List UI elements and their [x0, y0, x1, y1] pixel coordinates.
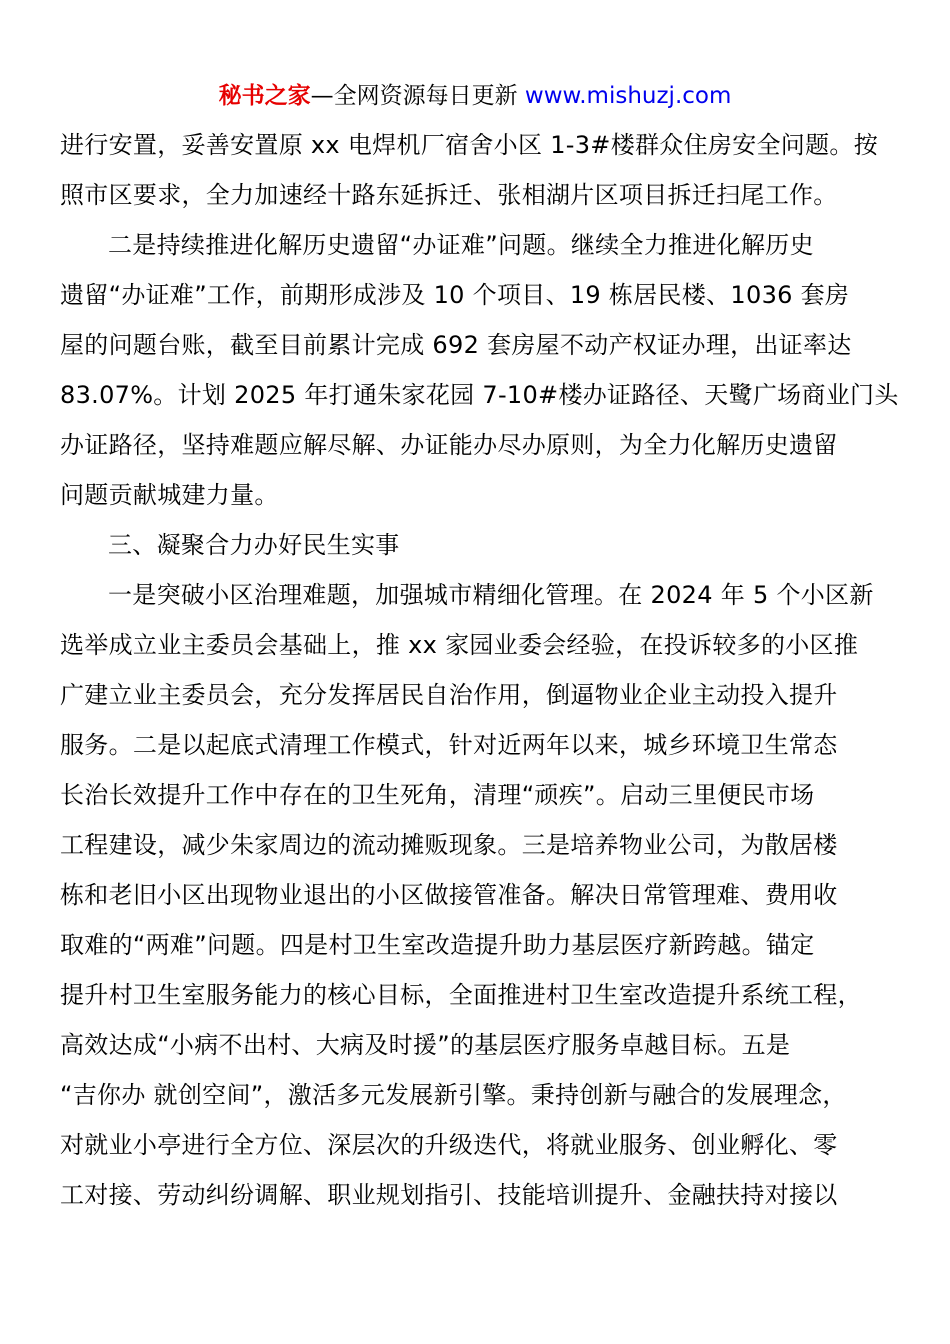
text-line: 83.07%。计划 2025 年打通朱家花园 7-10#楼办证路径、天鹭广场商业门头 — [60, 381, 899, 409]
header-tagline: —全网资源每日更新 — [310, 83, 525, 109]
text-line: 长治长效提升工作中存在的卫生死角，清理“顽疾”。启动三里便民市场 — [60, 781, 815, 809]
text-line: 进行安置，妥善安置原 xx 电焊机厂宿舍小区 1-3#楼群众住房安全问题。按 — [60, 131, 878, 159]
document-body — [60, 120, 900, 1220]
text-line: 三、凝聚合力办好民生实事 — [108, 531, 400, 559]
text-line: 对就业小亭进行全方位、深层次的升级迭代，将就业服务、创业孵化、零 — [60, 1131, 838, 1159]
text-line: 二是持续推进化解历史遗留“办证难”问题。继续全力推进化解历史 — [108, 231, 814, 259]
text-line: 办证路径，坚持难题应解尽解、办证能办尽办原则，为全力化解历史遗留 — [60, 431, 838, 459]
page-header — [0, 80, 950, 112]
text-line: 一是突破小区治理难题，加强城市精细化管理。在 2024 年 5 个小区新 — [108, 581, 874, 609]
text-line: 取难的“两难”问题。四是村卫生室改造提升助力基层医疗新跨越。锚定 — [60, 931, 815, 959]
text-line: 服务。二是以起底式清理工作模式，针对近两年以来，城乡环境卫生常态 — [60, 731, 838, 759]
text-line: 问题贡献城建力量。 — [60, 481, 279, 509]
text-line: 工对接、劳动纠纷调解、职业规划指引、技能培训提升、金融扶持对接以 — [60, 1181, 838, 1209]
text-line: 选举成立业主委员会基础上，推 xx 家园业委会经验，在投诉较多的小区推 — [60, 631, 859, 659]
text-line: 栋和老旧小区出现物业退出的小区做接管准备。解决日常管理难、费用收 — [60, 881, 838, 909]
text-line: 照市区要求，全力加速经十路东延拆迁、张相湖片区项目拆迁扫尾工作。 — [60, 181, 838, 209]
text-line: 遗留“办证难”工作，前期形成涉及 10 个项目、19 栋居民楼、1036 套房 — [60, 281, 850, 309]
site-url-link[interactable]: www.mishuzj.com — [524, 83, 732, 109]
text-line: 高效达成“小病不出村、大病及时援”的基层医疗服务卓越目标。五是 — [60, 1031, 791, 1059]
text-line: 屋的问题台账，截至目前累计完成 692 套房屋不动产权证办理，出证率达 — [60, 331, 852, 359]
brand-name: 秘书之家 — [218, 83, 311, 109]
text-line: 提升村卫生室服务能力的核心目标，全面推进村卫生室改造提升系统工程， — [60, 981, 862, 1009]
text-line: 工程建设，减少朱家周边的流动摊贩现象。三是培养物业公司，为散居楼 — [60, 831, 838, 859]
text-line: 广建立业主委员会，充分发挥居民自治作用，倒逼物业企业主动投入提升 — [60, 681, 838, 709]
text-line: “吉你办 就创空间”，激活多元发展新引擎。秉持创新与融合的发展理念， — [60, 1081, 847, 1109]
